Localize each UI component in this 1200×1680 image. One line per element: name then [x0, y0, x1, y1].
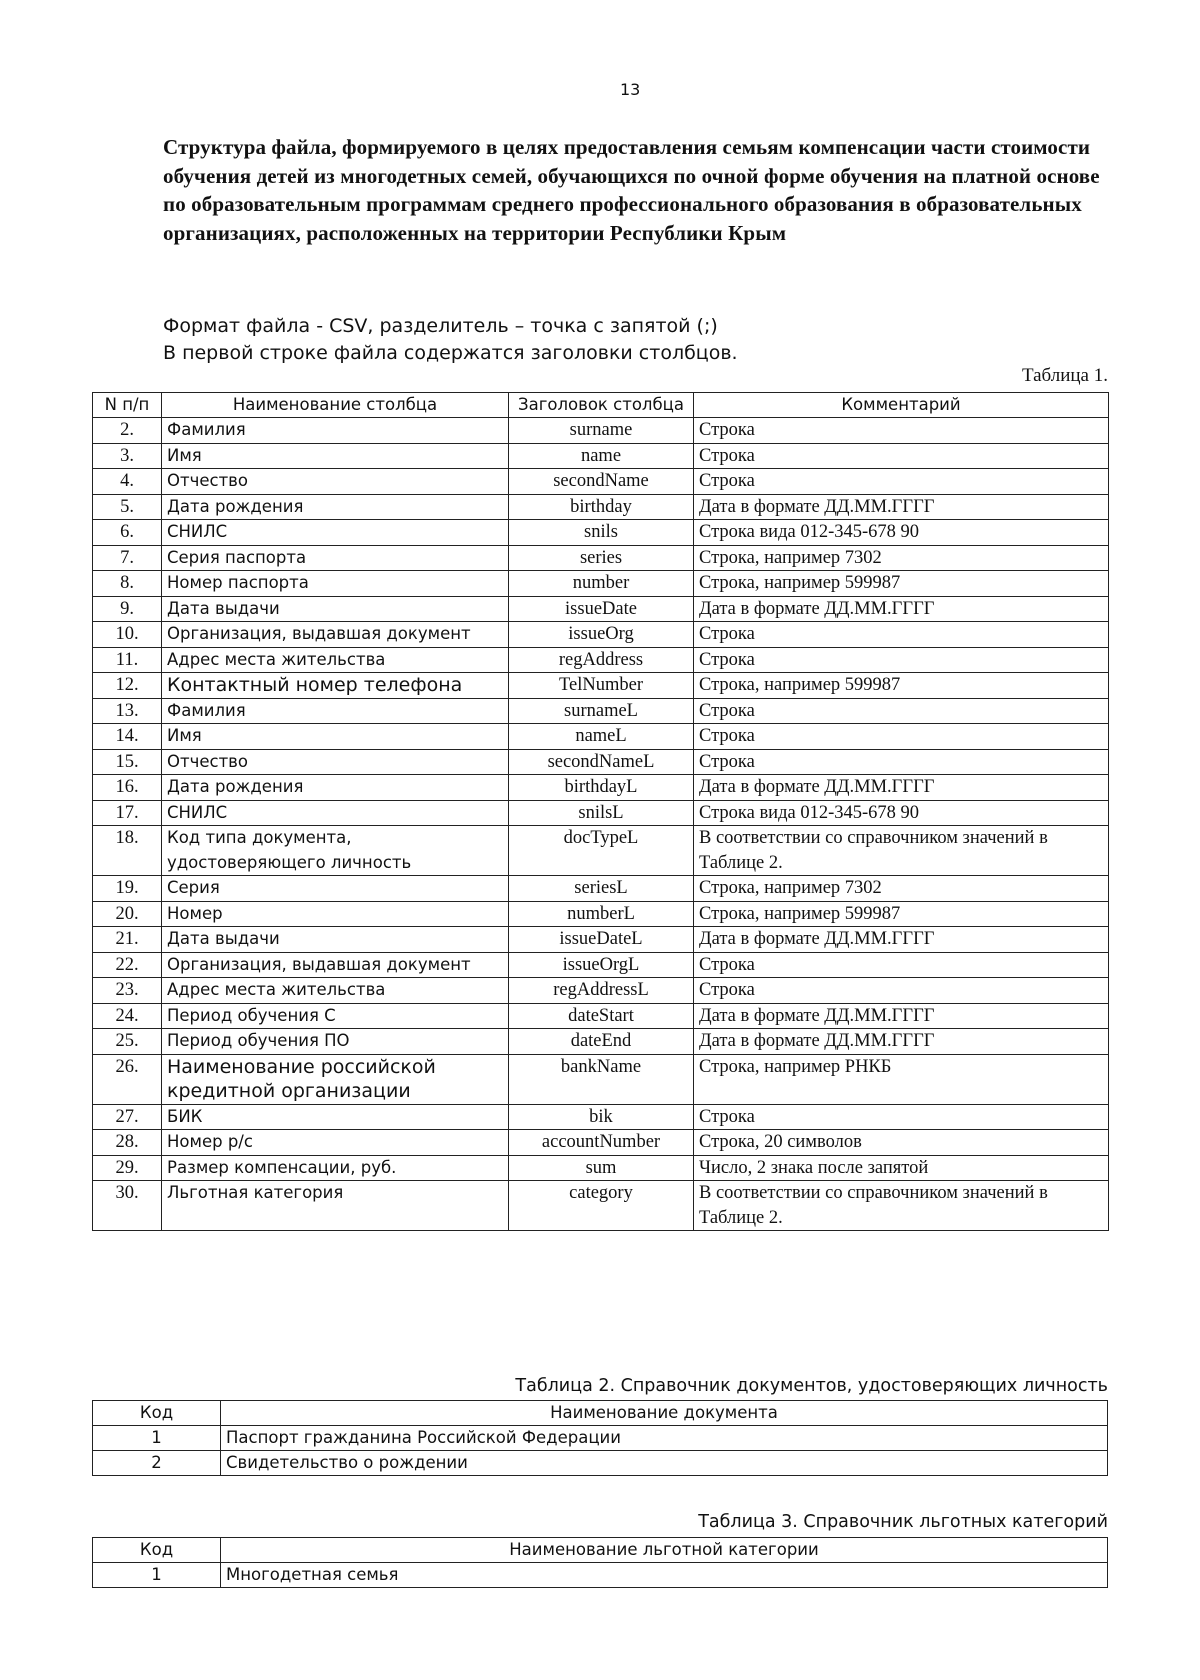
table-row: [93, 647, 1109, 673]
row-number: 19.: [93, 876, 162, 902]
row-number: 28.: [93, 1130, 162, 1156]
row-number: 11.: [93, 647, 162, 673]
column-comment: Строка: [694, 622, 1109, 648]
document-code: 1: [93, 1426, 221, 1451]
column-name: Контактный номер телефона: [162, 673, 509, 699]
row-number: 2.: [93, 418, 162, 444]
column-header-value: surnameL: [509, 698, 694, 724]
column-header-value: docTypeL: [509, 826, 694, 876]
column-comment: Строка, например 599987: [694, 571, 1109, 597]
format-line-2: В первой строке файла содержатся заголовки столбцов.: [163, 342, 738, 364]
table-row: [93, 1003, 1109, 1029]
column-comment: Дата в формате ДД.ММ.ГГГГ: [694, 927, 1109, 953]
row-number: 5.: [93, 494, 162, 520]
column-name: Серия: [162, 876, 509, 902]
table-row: [93, 698, 1109, 724]
table-header-row: [93, 393, 1109, 418]
table-row: [93, 1029, 1109, 1055]
column-name: Период обучения С: [162, 1003, 509, 1029]
table-row: [93, 826, 1109, 876]
column-header-value: bankName: [509, 1054, 694, 1104]
table-row: [93, 1155, 1109, 1181]
column-comment: Строка, например 7302: [694, 545, 1109, 571]
column-name: Код типа документа, удостоверяющего личность: [162, 826, 509, 876]
column-name: Организация, выдавшая документ: [162, 952, 509, 978]
benefit-categories-table: [92, 1537, 1108, 1588]
format-description: [163, 313, 1123, 367]
column-name: Наименование российской кредитной организации: [162, 1054, 509, 1104]
row-number: 12.: [93, 673, 162, 699]
column-comment: Дата в формате ДД.ММ.ГГГГ: [694, 1003, 1109, 1029]
identity-documents-table-body: [93, 1426, 1108, 1476]
page-number: 13: [620, 80, 641, 99]
column-header-value: seriesL: [509, 876, 694, 902]
table3-caption: Таблица 3. Справочник льготных категорий: [698, 1512, 1108, 1532]
table-row: [93, 520, 1109, 546]
column-comment: Строка, например 599987: [694, 673, 1109, 699]
column-comment: Строка вида 012-345-678 90: [694, 520, 1109, 546]
row-number: 24.: [93, 1003, 162, 1029]
column-comment: Строка: [694, 1104, 1109, 1130]
column-comment: Строка: [694, 418, 1109, 444]
column-header-value: birthday: [509, 494, 694, 520]
table-header-row: [93, 1538, 1108, 1563]
column-header-code: Код: [93, 1538, 221, 1563]
table-row: [93, 622, 1109, 648]
column-header-value: birthdayL: [509, 775, 694, 801]
table-row: [93, 1426, 1108, 1451]
column-comment: Дата в формате ДД.ММ.ГГГГ: [694, 775, 1109, 801]
column-comment: Строка: [694, 698, 1109, 724]
table-row: [93, 749, 1109, 775]
document-code: 2: [93, 1451, 221, 1476]
row-number: 18.: [93, 826, 162, 876]
column-header-num: N п/п: [93, 393, 162, 418]
column-name: Размер компенсации, руб.: [162, 1155, 509, 1181]
column-header-value: issueOrg: [509, 622, 694, 648]
column-header-value: TelNumber: [509, 673, 694, 699]
row-number: 6.: [93, 520, 162, 546]
document-name: Свидетельство о рождении: [221, 1451, 1108, 1476]
table-row: [93, 901, 1109, 927]
column-name: Льготная категория: [162, 1181, 509, 1231]
column-name: Имя: [162, 443, 509, 469]
file-structure-table-body: [93, 418, 1109, 1231]
column-header-value: dateStart: [509, 1003, 694, 1029]
column-header-value: dateEnd: [509, 1029, 694, 1055]
column-comment: Строка вида 012-345-678 90: [694, 800, 1109, 826]
column-comment: Дата в формате ДД.ММ.ГГГГ: [694, 494, 1109, 520]
column-name: Дата выдачи: [162, 927, 509, 953]
column-name: БИК: [162, 1104, 509, 1130]
table-row: [93, 571, 1109, 597]
document-name: Паспорт гражданина Российской Федерации: [221, 1426, 1108, 1451]
column-comment: Строка, например 7302: [694, 876, 1109, 902]
column-name: Адрес места жительства: [162, 978, 509, 1004]
table-row: [93, 418, 1109, 444]
column-comment: Строка: [694, 647, 1109, 673]
table-row: [93, 443, 1109, 469]
column-name: Фамилия: [162, 698, 509, 724]
column-name: Дата рождения: [162, 494, 509, 520]
column-header-value: issueDate: [509, 596, 694, 622]
column-header-value: issueOrgL: [509, 952, 694, 978]
document-heading: Структура файла, формируемого в целях предоставления семьям компенсации части стоимости обучения детей из многодетных семей, обучающихся по очной форме обучения на платной основе по образовательным программам среднего профессионального образования в образовательных организациях, расположенных на территории Республики Крым: [163, 135, 1100, 245]
column-header-value: snils: [509, 520, 694, 546]
column-header-value: number: [509, 571, 694, 597]
row-number: 3.: [93, 443, 162, 469]
column-name: Организация, выдавшая документ: [162, 622, 509, 648]
column-name: Фамилия: [162, 418, 509, 444]
table-row: [93, 978, 1109, 1004]
column-name: Период обучения ПО: [162, 1029, 509, 1055]
row-number: 14.: [93, 724, 162, 750]
table-row: [93, 1130, 1109, 1156]
row-number: 29.: [93, 1155, 162, 1181]
table-row: [93, 952, 1109, 978]
column-header-value: series: [509, 545, 694, 571]
category-name: Многодетная семья: [221, 1563, 1108, 1588]
table-header-row: [93, 1401, 1108, 1426]
row-number: 9.: [93, 596, 162, 622]
column-header-value: name: [509, 443, 694, 469]
column-header-value: numberL: [509, 901, 694, 927]
table-row: [93, 724, 1109, 750]
format-line-1: Формат файла - CSV, разделитель – точка с запятой (;): [163, 315, 718, 337]
column-header-value: surname: [509, 418, 694, 444]
table-row: [93, 1181, 1109, 1231]
column-header-value: bik: [509, 1104, 694, 1130]
column-name: СНИЛС: [162, 800, 509, 826]
column-header-value: snilsL: [509, 800, 694, 826]
column-header-value: secondName: [509, 469, 694, 495]
column-header-value: issueDateL: [509, 927, 694, 953]
column-comment: Строка: [694, 443, 1109, 469]
table-row: [93, 1451, 1108, 1476]
column-name: Серия паспорта: [162, 545, 509, 571]
table-row: [93, 673, 1109, 699]
column-comment: Дата в формате ДД.ММ.ГГГГ: [694, 1029, 1109, 1055]
column-name: Номер паспорта: [162, 571, 509, 597]
column-header-value: accountNumber: [509, 1130, 694, 1156]
table-row: [93, 1563, 1108, 1588]
column-comment: Строка, 20 символов: [694, 1130, 1109, 1156]
table-row: [93, 596, 1109, 622]
column-name: Отчество: [162, 469, 509, 495]
table-row: [93, 927, 1109, 953]
column-name: Дата рождения: [162, 775, 509, 801]
column-comment: Число, 2 знака после запятой: [694, 1155, 1109, 1181]
row-number: 8.: [93, 571, 162, 597]
row-number: 20.: [93, 901, 162, 927]
row-number: 7.: [93, 545, 162, 571]
table-row: [93, 1104, 1109, 1130]
column-comment: Строка: [694, 724, 1109, 750]
row-number: 30.: [93, 1181, 162, 1231]
column-comment: Строка: [694, 952, 1109, 978]
column-comment: Строка, например РНКБ: [694, 1054, 1109, 1104]
column-comment: Строка: [694, 469, 1109, 495]
column-comment: Строка: [694, 749, 1109, 775]
row-number: 4.: [93, 469, 162, 495]
column-name: Отчество: [162, 749, 509, 775]
row-number: 25.: [93, 1029, 162, 1055]
column-header-document-name: Наименование документа: [221, 1401, 1108, 1426]
column-comment: Дата в формате ДД.ММ.ГГГГ: [694, 596, 1109, 622]
table-row: [93, 469, 1109, 495]
table-row: [93, 775, 1109, 801]
table-row: [93, 800, 1109, 826]
table1-caption: Таблица 1.: [1021, 365, 1108, 386]
column-comment: В соответствии со справочником значений в Таблице 2.: [694, 826, 1109, 876]
column-comment: Строка, например 599987: [694, 901, 1109, 927]
file-structure-table: [92, 392, 1109, 1231]
benefit-categories-table-body: [93, 1563, 1108, 1588]
table-row: [93, 876, 1109, 902]
row-number: 23.: [93, 978, 162, 1004]
column-comment: В соответствии со справочником значений в Таблице 2.: [694, 1181, 1109, 1231]
column-header-name: Наименование столбца: [162, 393, 509, 418]
column-name: СНИЛС: [162, 520, 509, 546]
row-number: 13.: [93, 698, 162, 724]
column-header-header: Заголовок столбца: [509, 393, 694, 418]
column-comment: Строка: [694, 978, 1109, 1004]
column-header-value: category: [509, 1181, 694, 1231]
row-number: 10.: [93, 622, 162, 648]
column-name: Адрес места жительства: [162, 647, 509, 673]
column-header-category-name: Наименование льготной категории: [221, 1538, 1108, 1563]
row-number: 22.: [93, 952, 162, 978]
column-name: Номер: [162, 901, 509, 927]
row-number: 15.: [93, 749, 162, 775]
identity-documents-table: [92, 1400, 1108, 1476]
column-header-value: nameL: [509, 724, 694, 750]
column-header-code: Код: [93, 1401, 221, 1426]
table2-caption: Таблица 2. Справочник документов, удостоверяющих личность: [515, 1376, 1108, 1396]
row-number: 27.: [93, 1104, 162, 1130]
row-number: 17.: [93, 800, 162, 826]
table-row: [93, 1054, 1109, 1104]
column-name: Имя: [162, 724, 509, 750]
category-code: 1: [93, 1563, 221, 1588]
row-number: 16.: [93, 775, 162, 801]
column-header-value: regAddress: [509, 647, 694, 673]
column-header-value: sum: [509, 1155, 694, 1181]
table-row: [93, 494, 1109, 520]
column-header-value: regAddressL: [509, 978, 694, 1004]
row-number: 26.: [93, 1054, 162, 1104]
table-row: [93, 545, 1109, 571]
column-name: Дата выдачи: [162, 596, 509, 622]
column-header-value: secondNameL: [509, 749, 694, 775]
column-header-comment: Комментарий: [694, 393, 1109, 418]
row-number: 21.: [93, 927, 162, 953]
column-name: Номер р/с: [162, 1130, 509, 1156]
